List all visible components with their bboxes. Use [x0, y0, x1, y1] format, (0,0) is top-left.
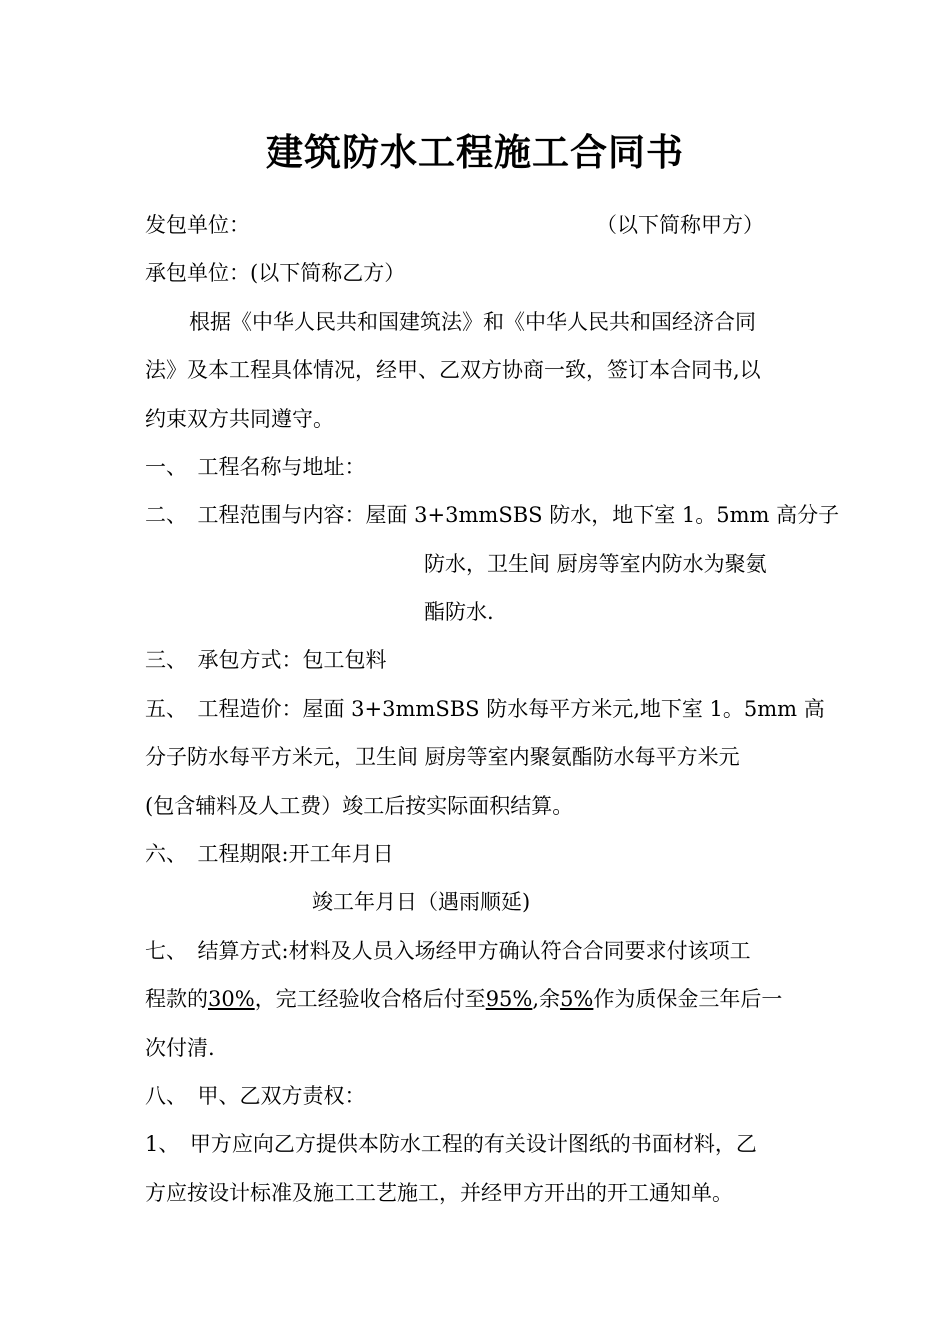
item-7-line-1: 七、 结算方式:材料及人员入场经甲方确认符合合同要求付该项工 — [145, 939, 751, 963]
intro-line-3: 约束双方共同遵守。 — [145, 407, 334, 431]
item-7-text-d: 作为质保金三年后一 — [593, 987, 783, 1011]
item-7-line-2 — [145, 984, 782, 1014]
party-a-note: （以下简称甲方） — [596, 213, 764, 237]
payment-percent-2: 95% — [485, 987, 533, 1011]
item-8-line: 八、 甲、乙双方责权： — [145, 1084, 366, 1108]
item-2-line-3: 酯防水. — [424, 600, 494, 624]
item-5-line-3: (包含辅料及人工费）竣工后按实际面积结算。 — [145, 794, 574, 818]
payment-percent-1: 30% — [208, 987, 255, 1011]
item-7-text-b: ，完工经验收合格后付至 — [254, 987, 486, 1011]
party-a-label: 发包单位： — [145, 213, 250, 237]
item-7-text-c: ,余 — [532, 987, 561, 1011]
item-6-line-2: 竣工年月日（遇雨顺延) — [312, 890, 531, 914]
item-2-line-1: 二、 工程范围与内容：屋面 3+3mmSBS 防水，地下室 1。5mm 高分子 — [145, 503, 840, 527]
document-title: 建筑防水工程施工合同书 — [266, 130, 684, 174]
item-5-line-2: 分子防水每平方米元，卫生间 厨房等室内聚氨酯防水每平方米元 — [145, 745, 740, 769]
payment-percent-3: 5% — [560, 987, 594, 1011]
item-2-line-2: 防水，卫生间 厨房等室内防水为聚氨 — [424, 552, 767, 576]
intro-line-2: 法》及本工程具体情况，经甲、乙双方协商一致，签订本合同书,以 — [145, 358, 761, 382]
item-1-line: 一、 工程名称与地址： — [145, 455, 366, 479]
clause-1-line-1: 1、 甲方应向乙方提供本防水工程的有关设计图纸的书面材料，乙 — [145, 1132, 757, 1156]
clause-1-line-2: 方应按设计标准及施工工艺施工，并经甲方开出的开工通知单。 — [145, 1181, 733, 1205]
item-7-line-3: 次付清. — [145, 1036, 215, 1060]
party-b-line: 承包单位：(以下简称乙方） — [145, 261, 406, 285]
item-5-line-1: 五、 工程造价：屋面 3+3mmSBS 防水每平方米元,地下室 1。5mm 高 — [145, 697, 825, 721]
intro-line-1: 根据《中华人民共和国建筑法》和《中华人民共和国经济合同 — [189, 310, 756, 334]
item-7-text-a: 程款的 — [145, 987, 208, 1011]
item-3-line: 三、 承包方式：包工包料 — [145, 648, 387, 672]
item-6-line-1: 六、 工程期限:开工年月日 — [145, 842, 394, 866]
